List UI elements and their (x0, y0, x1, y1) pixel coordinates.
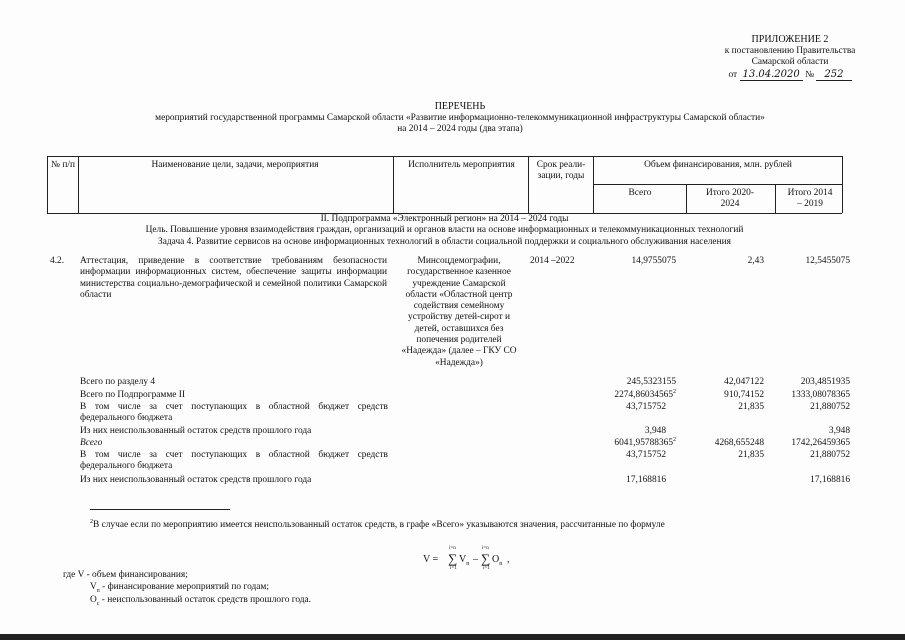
table-subheader-border (593, 184, 842, 185)
summary-label: Всего (80, 438, 103, 448)
formula-minus: – (473, 554, 478, 565)
header-executor: Исполнитель мероприятия (408, 160, 515, 170)
date-value: 13.04.2020 (740, 69, 803, 81)
summary-total: 17,168816 (626, 475, 666, 485)
summary-label: Всего по Подпрограмме II (80, 390, 186, 400)
summary-total-2020-2024: 4268,655248 (714, 438, 764, 448)
summary-total-2020-2024: 21,835 (738, 402, 764, 412)
sum-icon: ∑ (481, 551, 491, 566)
scan-bottom-edge (0, 634, 905, 640)
col-border-1 (78, 156, 79, 213)
heading-title: ПЕРЕЧЕНЬ (434, 101, 486, 112)
date-prefix: от (728, 69, 738, 80)
summary-label: Из них неиспользованный остаток средств прошлого года (80, 475, 312, 485)
summary-total-2014-2019: 21,880752 (810, 402, 850, 412)
summary-label: Всего по разделу 4 (80, 377, 156, 387)
col-border-7 (842, 156, 843, 213)
header-total: Всего (628, 188, 652, 198)
summary-total: 43,715752 (626, 450, 666, 460)
formula-tail: , (507, 554, 510, 565)
header-term: Срок реали-зации, годы (536, 160, 586, 182)
formula-sum1-bottom: i=1 (450, 566, 457, 571)
footnote-body: В случае если по мероприятию имеется неиспользованный остаток средств, в графе «Всего» указываются значения, рассчитанные по формуле (93, 520, 665, 530)
summary-label: В том числе за счет поступающих в областной бюджет средств федерального бюджета (80, 402, 388, 424)
summary-total: 43,715752 (626, 402, 666, 412)
sum-icon: ∑ (448, 551, 458, 566)
summary-total-2020-2024: 21,835 (738, 450, 764, 460)
summary-total-2020-2024: 910,74152 (724, 390, 764, 400)
heading-line1: мероприятий государственной программы Самарской области «Развитие информационно-телекоммуникационной инфраструктуры Самарской области» (155, 113, 765, 123)
header-funding: Объем финансирования, млн. рублей (644, 160, 792, 170)
task-title: Задача 4. Развитие сервисов на основе информационных технологий в области социальной поддержки и социального обслуживания населения (158, 236, 731, 247)
summary-total-2014-2019: 3,948 (828, 426, 850, 436)
row-total-2020-2024: 2,43 (747, 256, 764, 266)
summary-total-2014-2019: 203,4851935 (800, 377, 850, 387)
appendix-title: ПРИЛОЖЕНИЕ 2 (751, 34, 829, 45)
col-border-2 (393, 156, 394, 213)
formula-lhs: V = (423, 554, 439, 565)
col-border-6 (775, 184, 776, 213)
summary-label: В том числе за счет поступающих в областной бюджет средств федерального бюджета (80, 450, 388, 472)
appendix-line2: Самарской области (751, 57, 829, 68)
row-no: 4.2. (50, 256, 65, 266)
section-headings (47, 214, 842, 248)
summary-total-2014-2019: 21,880752 (810, 450, 850, 460)
formula-v: $V_n$ (459, 554, 470, 567)
where-line-1: где V - объем финансирования; (63, 570, 188, 580)
summary-total-2020-2024: 42,047122 (724, 377, 764, 387)
appendix-date-line (700, 69, 880, 81)
formula-o: $O_n$ (492, 554, 503, 567)
header-total-2020-2024: Итого 2020-2024 (706, 188, 754, 210)
footnote-text (90, 520, 810, 531)
row-name: Аттестация, приведение в соответствие требованиям безопасности информации информационных систем, обеспечение защиты информации министерства социально-демографической и семейной политики Самарской области (80, 256, 387, 300)
formula-sum2-top: i=n (482, 546, 489, 551)
summary-label: Из них неиспользованный остаток средств прошлого года (80, 426, 312, 436)
number-value: 252 (816, 69, 851, 81)
summary-total-2014-2019: 1742,26459365 (791, 438, 850, 448)
subprogram-title: II. Подпрограмма «Электронный регион» на 2014 – 2024 годы (320, 214, 569, 224)
row-executor: Минсоцдемографии, государственное казенное учреждение Самарской области «Областной центр содействия семейному устройству детей-сирот и детей, оставшихся без попечения родителей «Надежда» (далее – ГКУ СО «Надежда») (401, 256, 517, 368)
formula-sum2-bottom: i=1 (483, 566, 490, 571)
summary-total: 245,5323155 (626, 377, 676, 387)
summary-total-2014-2019: 1333,08078365 (791, 390, 850, 400)
header-no: № п/п (51, 160, 75, 170)
header-total-2014-2019: Итого 2014 – 2019 (787, 188, 833, 210)
summary-total: 2274,86034565$^2$ (614, 388, 676, 400)
header-name: Наименование цели, задачи, мероприятия (151, 160, 319, 170)
summary-total: 3,948 (644, 426, 666, 436)
footnote-mark: 2 (90, 518, 93, 525)
col-border-5 (686, 184, 687, 213)
table-top-border (47, 156, 842, 157)
formula-sum1-top: i=n (449, 546, 456, 551)
formula (423, 546, 543, 572)
summary-total-2014-2019: 17,168816 (810, 475, 850, 485)
row-total-2014-2019: 12,5455075 (805, 256, 850, 266)
appendix-line1: к постановлению Правительства (724, 46, 856, 56)
document-heading (60, 101, 860, 136)
footnote-separator (90, 509, 230, 510)
heading-line2: на 2014 – 2024 годы (два этапа) (397, 124, 523, 135)
where-line-3: $O_c$ - неиспользованный остаток средств прошлого года. (90, 595, 312, 607)
summary-total: 6041,95788365$^2$ (614, 436, 676, 448)
row-term: 2014 –2022 (530, 256, 575, 266)
appendix-block (700, 34, 880, 81)
number-prefix: № (805, 69, 815, 80)
col-border-3 (528, 156, 529, 213)
goal-title: Цель. Повышение уровня взаимодействия граждан, организаций и органов власти на основе информационных и телекоммуникационных технологий (145, 225, 744, 236)
row-total: 14,9755075 (631, 256, 676, 266)
where-line-2: $V_n$ - финансирование мероприятий по годам; (90, 582, 269, 594)
